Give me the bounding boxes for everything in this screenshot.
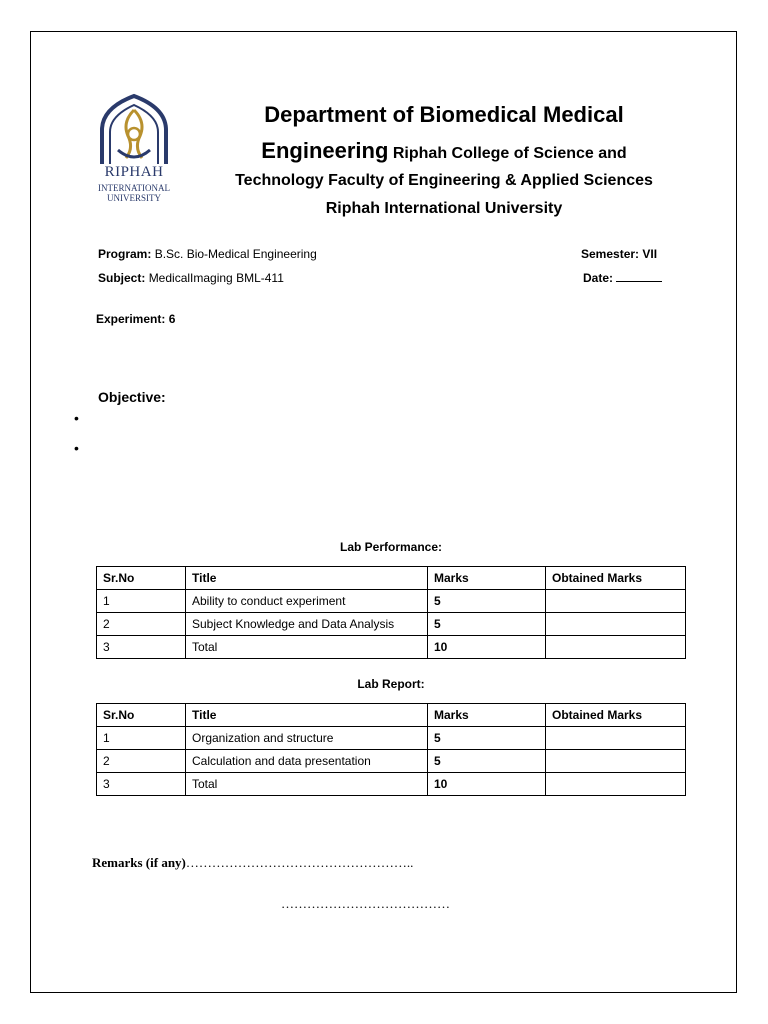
subject-label: Subject:: [98, 271, 146, 285]
cell-marks: 5: [428, 750, 546, 773]
cell-obtained-marks[interactable]: [546, 636, 686, 659]
cell-srno: 2: [97, 613, 186, 636]
cell-title: Total: [186, 636, 428, 659]
table-header-row: [97, 567, 686, 590]
header-line-1: Department of Biomedical Medical: [264, 102, 624, 127]
objective-bullet-1: •: [74, 410, 79, 426]
cell-title: Subject Knowledge and Data Analysis: [186, 613, 428, 636]
cell-title: Total: [186, 773, 428, 796]
experiment-value: 6: [168, 312, 176, 326]
logo-name: RIPHAH: [104, 164, 164, 180]
table-row: [97, 636, 686, 659]
date-label: Date:: [583, 271, 614, 285]
header-obtained-marks: Obtained Marks: [546, 704, 686, 727]
objective-bullet-2: •: [74, 440, 79, 456]
lab-performance-caption: Lab Performance:: [339, 540, 443, 554]
cell-obtained-marks[interactable]: [546, 750, 686, 773]
header-line-3: Technology Faculty of Engineering & Applied Sciences: [235, 172, 653, 189]
lab-performance-table: [96, 566, 686, 659]
cell-title: Ability to conduct experiment: [186, 590, 428, 613]
header-marks: Marks: [428, 704, 546, 727]
header-line-4: Riphah International University: [325, 200, 563, 217]
table-row: [97, 750, 686, 773]
lab-report-caption: Lab Report:: [357, 677, 425, 691]
header-line-2: [200, 138, 688, 164]
cell-obtained-marks[interactable]: [546, 727, 686, 750]
remarks-dots-1[interactable]: ……………………………………………..: [185, 855, 414, 870]
experiment-label: Experiment:: [96, 312, 166, 326]
experiment-info: [96, 312, 175, 326]
cell-obtained-marks[interactable]: [546, 773, 686, 796]
logo-line-university: UNIVERSITY: [107, 193, 161, 203]
date-blank: [616, 271, 662, 282]
table-row: [97, 727, 686, 750]
cell-obtained-marks[interactable]: [546, 590, 686, 613]
table-header-row: [97, 704, 686, 727]
cell-srno: 1: [97, 727, 186, 750]
date-info: [583, 271, 662, 285]
semester-info: [581, 247, 657, 261]
cell-marks: 5: [428, 613, 546, 636]
semester-label: Semester:: [581, 247, 640, 261]
cell-marks: 5: [428, 590, 546, 613]
cell-srno: 1: [97, 590, 186, 613]
table-row: [97, 590, 686, 613]
cell-obtained-marks[interactable]: [546, 613, 686, 636]
cell-marks: 5: [428, 727, 546, 750]
semester-value: VII: [642, 247, 658, 261]
cell-srno: 3: [97, 773, 186, 796]
header-title: Title: [186, 704, 428, 727]
cell-srno: 2: [97, 750, 186, 773]
cell-srno: 3: [97, 636, 186, 659]
program-info: [98, 247, 317, 261]
logo-subtitle: [84, 183, 184, 203]
cell-title: Organization and structure: [186, 727, 428, 750]
cell-marks: 10: [428, 636, 546, 659]
cell-title: Calculation and data presentation: [186, 750, 428, 773]
subject-value: MedicalImaging BML-411: [148, 271, 284, 285]
remarks-dots-2[interactable]: …………………………………: [281, 896, 450, 911]
header-marks: Marks: [428, 567, 546, 590]
remarks-label: Remarks (if any): [92, 855, 186, 870]
subject-info: [98, 271, 284, 285]
header-obtained-marks: Obtained Marks: [546, 567, 686, 590]
header-srno: Sr.No: [97, 704, 186, 727]
table-row: [97, 613, 686, 636]
table-row: [97, 773, 686, 796]
objective-heading: Objective:: [98, 389, 166, 405]
header-college: Riphah College of Science and: [392, 145, 627, 162]
header-engineering: Engineering: [261, 138, 389, 163]
lab-report-table: [96, 703, 686, 796]
program-value: B.Sc. Bio-Medical Engineering: [154, 247, 317, 261]
header-srno: Sr.No: [97, 567, 186, 590]
program-label: Program:: [98, 247, 152, 261]
header-title: Title: [186, 567, 428, 590]
cell-marks: 10: [428, 773, 546, 796]
logo-line-international: INTERNATIONAL: [98, 183, 170, 193]
remarks-line: [92, 855, 413, 871]
